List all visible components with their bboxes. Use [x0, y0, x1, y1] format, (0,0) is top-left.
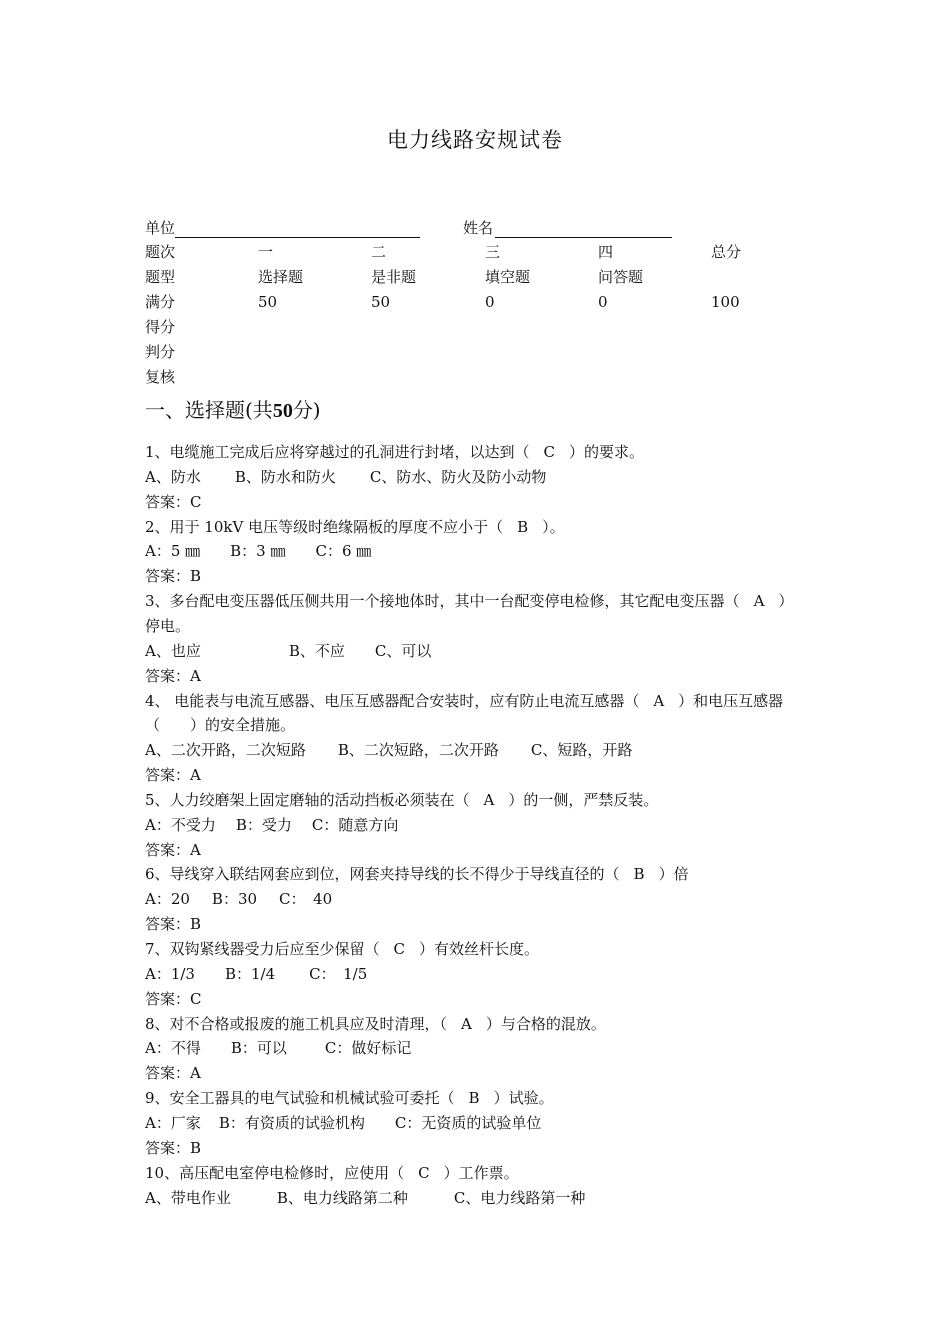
question-text-cont: [145, 616, 190, 636]
question-stem-end: ）试验。: [493, 1089, 554, 1107]
answer-line: [145, 566, 201, 586]
answer-line: [145, 492, 201, 512]
option-row: [145, 815, 398, 835]
option-row: [145, 641, 431, 661]
option-row: [145, 1038, 411, 1058]
option-item: C：做好标记: [324, 1039, 412, 1057]
option-item: A：不得: [145, 1039, 201, 1057]
question-text: [145, 864, 689, 884]
question-stem-end: ）有效丝杆长度。: [419, 940, 540, 958]
option-item: C： 1/5: [309, 965, 368, 983]
answer-blank: A: [461, 1015, 472, 1033]
answer-text: 答案：C: [145, 493, 202, 511]
option-row: [145, 740, 632, 760]
option-row: [145, 467, 546, 487]
question-text: [145, 790, 658, 810]
answer-line: [145, 1063, 201, 1083]
option-item: A：20: [145, 890, 190, 908]
question-stem-end: ）与合格的混放。: [485, 1015, 606, 1033]
question-stem: 9、安全工器具的电气试验和机械试验可委托（: [145, 1089, 455, 1107]
option-item: C、短路，开路: [530, 741, 633, 759]
option-item: C、电力线路第一种: [453, 1189, 586, 1207]
score-row-label: 题次: [145, 243, 176, 261]
answer-line: [145, 666, 201, 686]
question-stem: 3、多台配电变压器低压侧共用一个接地体时，其中一台配变停电检修，其它配电变压器（: [145, 592, 740, 610]
answer-line: [145, 1138, 201, 1158]
question-stem: 2、用于 10kV 电压等级时绝缘隔板的厚度不应小于（: [145, 518, 504, 536]
name-blank: [495, 237, 672, 238]
answer-blank: B: [517, 518, 529, 536]
score-cell: 问答题: [598, 268, 644, 286]
option-item: A、也应: [145, 642, 201, 660]
question-text: [145, 1163, 519, 1183]
question-text: [145, 939, 539, 959]
option-item: C：无资质的试验单位: [394, 1114, 542, 1132]
option-item: B、电力线路第二种: [276, 1189, 408, 1207]
score-cell: 50: [258, 293, 278, 311]
answer-text: 答案：A: [145, 1064, 201, 1082]
score-row-label: 复核: [145, 368, 176, 386]
option-item: C、防水、防火及防小动物: [369, 468, 547, 486]
section-heading: [145, 397, 321, 424]
score-cell: 选择题: [258, 268, 304, 286]
answer-text: 答案：B: [145, 1139, 202, 1157]
score-cell: 总分: [711, 243, 742, 261]
question-stem-end: ）倍: [658, 865, 689, 883]
question-stem: 4、 电能表与电流互感器、电压互感器配合安装时，应有防止电流互感器（: [145, 692, 640, 710]
option-item: C： 40: [279, 890, 333, 908]
answer-text: 答案：A: [145, 667, 201, 685]
option-row: [145, 541, 371, 561]
question-text-cont: [145, 715, 295, 735]
question-stem: 1、电缆施工完成后应将穿越过的孔洞进行封堵，以达到（: [145, 443, 530, 461]
answer-blank: B: [468, 1089, 480, 1107]
option-item: A：1/3: [145, 965, 195, 983]
option-row: [145, 964, 367, 984]
section-prefix: 一、选择题(共: [145, 398, 273, 422]
question-text: [145, 1088, 554, 1108]
option-row: [145, 1113, 541, 1133]
question-stem: 5、人力绞磨架上固定磨轴的活动挡板必须装在（: [145, 791, 470, 809]
question-stem: 8、对不合格或报废的施工机具应及时清理，（: [145, 1015, 448, 1033]
question-stem-end: ）的要求。: [569, 443, 645, 461]
option-item: B：30: [211, 890, 258, 908]
answer-line: [145, 840, 201, 860]
question-text: [145, 442, 644, 462]
unit-blank: [175, 237, 420, 238]
question-stem-cont: 停电。: [145, 617, 191, 635]
option-item: B：可以: [230, 1039, 287, 1057]
option-item: A：5 ㎜: [145, 542, 201, 560]
question-stem: 10、高压配电室停电检修时，应使用（: [145, 1164, 405, 1182]
option-item: B：1/4: [224, 965, 276, 983]
name-label: 姓名: [463, 219, 494, 237]
score-cell: 100: [711, 293, 740, 311]
option-item: C：6 ㎜: [315, 542, 372, 560]
option-item: A、带电作业: [145, 1189, 231, 1207]
option-item: B：3 ㎜: [230, 542, 286, 560]
score-cell: 二: [371, 243, 387, 261]
answer-text: 答案：A: [145, 841, 201, 859]
score-cell: 是非题: [371, 268, 417, 286]
option-row: [145, 889, 332, 909]
option-row: [145, 1188, 585, 1208]
question-text: [145, 591, 793, 611]
score-row-label: 判分: [145, 343, 176, 361]
score-cell: 填空题: [485, 268, 531, 286]
answer-blank: C: [393, 940, 406, 958]
answer-blank: A: [483, 791, 495, 809]
answer-blank: A: [653, 692, 665, 710]
answer-blank: C: [543, 443, 556, 461]
option-item: B、不应: [288, 642, 345, 660]
question-stem-end: ）。: [542, 518, 565, 536]
option-item: A：不受力: [145, 816, 216, 834]
score-row-label: 得分: [145, 318, 176, 336]
question-stem-end: ）的一侧，严禁反装。: [508, 791, 659, 809]
answer-line: [145, 765, 201, 785]
answer-blank: B: [633, 865, 645, 883]
answer-line: [145, 989, 201, 1009]
answer-blank: A: [753, 592, 765, 610]
answer-line: [145, 914, 201, 934]
answer-text: 答案：A: [145, 766, 201, 784]
score-cell: 0: [485, 293, 495, 311]
question-stem-end: ）: [778, 592, 794, 610]
option-item: A：厂家: [145, 1114, 201, 1132]
option-item: B、防水和防火: [234, 468, 336, 486]
score-cell: 0: [598, 293, 608, 311]
score-cell: 50: [371, 293, 391, 311]
answer-text: 答案：C: [145, 990, 202, 1008]
question-stem: 7、双钩紧线器受力后应至少保留（: [145, 940, 380, 958]
score-cell: 三: [485, 243, 501, 261]
option-item: C、可以: [374, 642, 432, 660]
score-row-label: 满分: [145, 293, 176, 311]
option-item: B：有资质的试验机构: [218, 1114, 365, 1132]
option-item: B：受力: [235, 816, 292, 834]
question-stem-cont: （ ）的安全措施。: [145, 716, 296, 734]
answer-text: 答案：B: [145, 915, 202, 933]
question-text: [145, 1014, 606, 1034]
question-text: [145, 517, 565, 537]
question-stem-end: ）和电压互感器: [678, 692, 784, 710]
section-score: 50: [272, 400, 293, 422]
answer-text: 答案：B: [145, 567, 202, 585]
option-item: C：随意方向: [311, 816, 399, 834]
section-suffix: 分): [292, 398, 321, 422]
score-cell: 一: [258, 243, 274, 261]
score-cell: 四: [598, 243, 614, 261]
answer-blank: C: [418, 1164, 430, 1182]
question-stem-end: ）工作票。: [443, 1164, 519, 1182]
unit-label: 单位: [145, 219, 176, 237]
score-row-label: 题型: [145, 268, 176, 286]
option-item: A、防水: [145, 468, 201, 486]
option-item: B、二次短路，二次开路: [337, 741, 499, 759]
question-stem: 6、导线穿入联结网套应到位，网套夹持导线的长不得少于导线直径的（: [145, 865, 620, 883]
option-item: A、二次开路，二次短路: [145, 741, 306, 759]
page-title: 电力线路安规试卷: [387, 128, 563, 152]
question-text: [145, 691, 783, 711]
